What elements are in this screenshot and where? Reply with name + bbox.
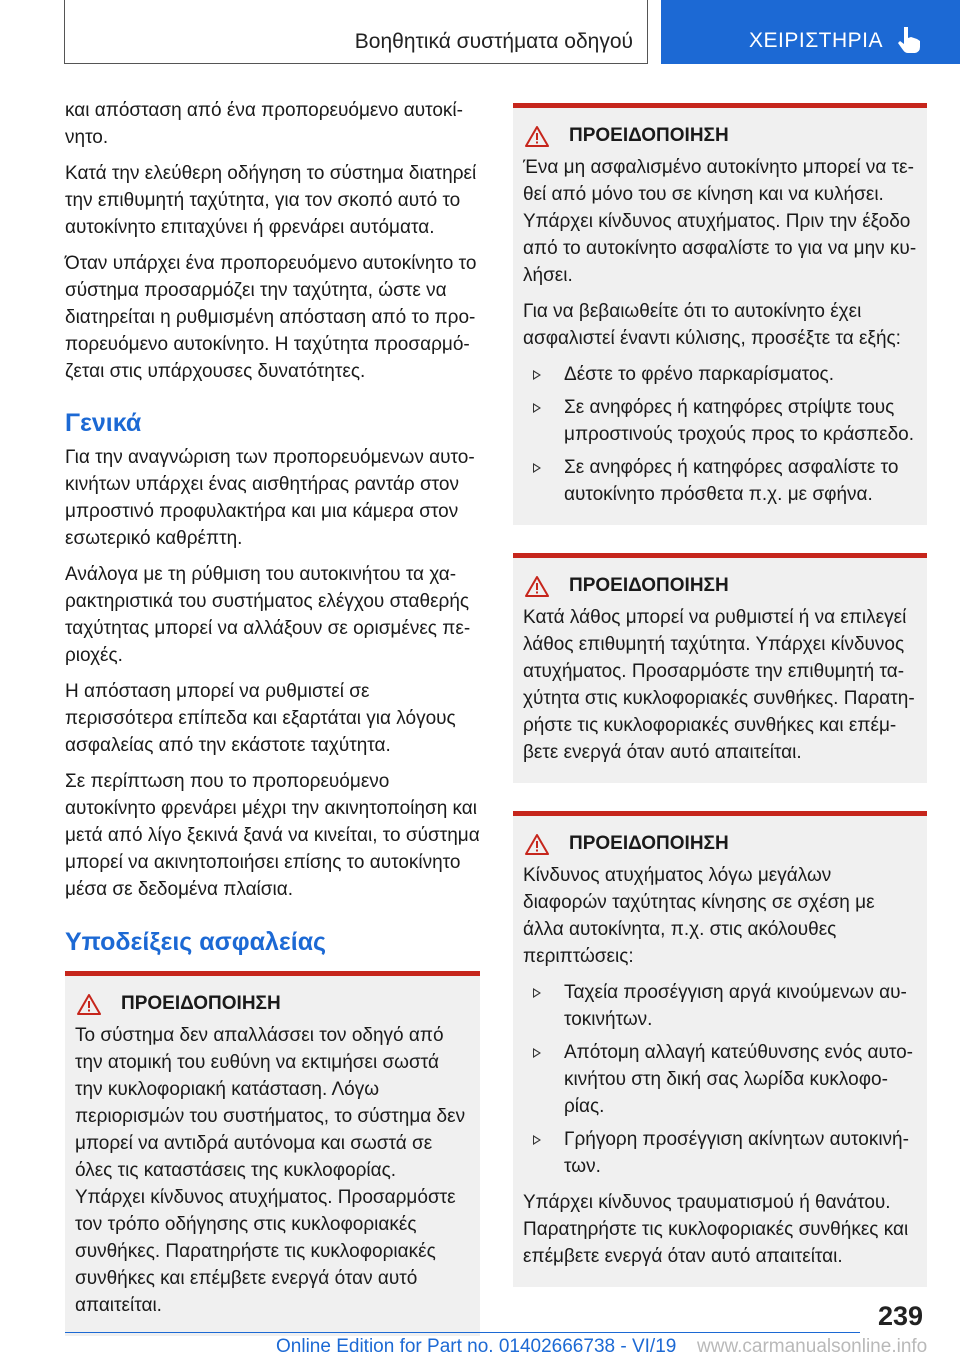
warning-title: ΠΡΟΕΙΔΟΠΟΙΗΣΗ [569, 125, 729, 146]
triangle-bullet-icon [533, 1135, 541, 1145]
warning-box [513, 103, 927, 525]
list-item-text: Σε ανηφόρες ή κατηφόρες στρίψτε τους μπροστινούς τροχούς προς το κράσπεδο. [564, 397, 915, 445]
warning-text: Για να βεβαιωθείτε ότι το αυτοκίνητο έχει ασφαλιστεί έναντι κύλισης, προσέξτε τα εξής: [523, 301, 901, 349]
list-item [523, 394, 917, 448]
footer-divider [65, 1332, 860, 1333]
right-column [513, 103, 927, 1287]
triangle-bullet-icon [533, 403, 541, 413]
warning-triangle-icon [525, 833, 549, 855]
edition-footer: Online Edition for Part no. 01402666738 - VI/19 [276, 1336, 677, 1357]
warning-triangle-icon [77, 993, 101, 1015]
bullet-list [523, 979, 917, 1180]
heading-general: Γενικά [65, 409, 142, 437]
warning-text: Κατά λάθος μπορεί να ρυθμιστεί ή να επιλεγεί λάθος επιθυμητή ταχύτητα. Υπάρχει κίνδυνος ατυχήματος. Προσαρμόστε την επιθυμητή ταχύτητα στις κυκλοφοριακές συνθήκες. Παρατηρήστε τις κυκλοφοριακές συνθήκες και επέμβετε ενεργά όταν αυτό απαιτείται. [523, 607, 915, 763]
warning-box [513, 553, 927, 783]
paragraph: Ανάλογα με τη ρύθμιση του αυτοκινήτου τα χαρακτηριστικά του συστήματος ελέγχου σταθερής ταχύτητας μπορεί να αλλάξουν σε ορισμένες περιοχές. [65, 564, 471, 666]
paragraph: Κατά την ελεύθερη οδήγηση το σύστημα διατηρεί την επιθυμητή ταχύτητα, για τον σκοπό αυτό το αυτοκίνητο επιταχύνει ή φρενάρει αυτόματα. [65, 163, 477, 238]
warning-text: Κίνδυνος ατυχήματος λόγω μεγάλων διαφορών ταχύτητας κίνησης σε σχέση με άλλα αυτοκίνητα, π.χ. στις ακόλουθες περιπτώσεις: [523, 865, 875, 967]
warning-box [65, 971, 480, 1336]
paragraph: Η απόσταση μπορεί να ρυθμιστεί σε περισσότερα επίπεδα και εξαρτάται για λόγους ασφαλείας από την εκάστοτε ταχύτητα. [65, 681, 456, 756]
list-item-text: Γρήγορη προσέγγιση ακίνητων αυτοκινήτων. [564, 1129, 909, 1177]
triangle-bullet-icon [533, 463, 541, 473]
warning-text: Το σύστημα δεν απαλλάσσει τον οδηγό από την ατομική του ευθύνη να εκτιμήσει σωστά την κυκλοφοριακή κατάσταση. Λόγω περιορισμών του συστήματος, το σύστημα δεν μπορεί να αντιδρά αυτόνομα και σωστά σε όλες τις καταστάσεις της κυκλοφορίας. Υπάρχει κίνδυνος ατυχήματος. Προσαρμόστε τον τρόπο οδήγησης στις κυκλοφοριακές συνθήκες. Παρατηρήστε τις κυκλοφοριακές συνθήκες και επέμβετε ενεργά όταν αυτό απαιτείται. [75, 1025, 466, 1316]
list-item-text: Δέστε το φρένο παρκαρίσματος. [564, 364, 834, 385]
paragraph: Για την αναγνώριση των προπορευόμενων αυτοκινήτων υπάρχει ένας αισθητήρας ραντάρ στον μπροστινό προφυλακτήρα και μια κάμερα στον εσωτερικό καθρέπτη. [65, 447, 475, 549]
triangle-bullet-icon [533, 1048, 541, 1058]
warning-triangle-icon [525, 125, 549, 147]
warning-triangle-icon [525, 575, 549, 597]
warning-text: Υπάρχει κίνδυνος τραυματισμού ή θανάτου. Παρατηρήστε τις κυκλοφοριακές συνθήκες και επέμβετε ενεργά όταν αυτό απαιτείται. [523, 1192, 909, 1267]
list-item [523, 1126, 917, 1180]
list-item [523, 1039, 917, 1120]
heading-safety: Υποδείξεις ασφαλείας [65, 928, 327, 956]
list-item [523, 454, 917, 508]
watermark: www.carmanualsonline.info [697, 1336, 928, 1357]
warning-text: Ένα μη ασφαλισμένο αυτοκίνητο μπορεί να τεθεί από μόνο του σε κίνηση και να κυλήσει. Υπάρχει κίνδυνος ατυχήματος. Πριν την έξοδο από το αυτοκίνητο ασφαλίστε το για να μην κυλήσει. [523, 157, 917, 286]
warning-header [523, 122, 917, 149]
warning-header [75, 990, 470, 1017]
list-item-text: Ταχεία προσέγγιση αργά κινούμενων αυτοκινήτων. [564, 982, 907, 1030]
list-item [523, 979, 917, 1033]
triangle-bullet-icon [533, 370, 541, 380]
warning-title: ΠΡΟΕΙΔΟΠΟΙΗΣΗ [121, 993, 281, 1014]
section-title: Βοηθητικά συστήματα οδηγού [354, 30, 633, 53]
list-item-text: Σε ανηφόρες ή κατηφόρες ασφαλίστε το αυτοκίνητο πρόσθετα π.χ. με σφήνα. [564, 457, 899, 505]
triangle-bullet-icon [533, 988, 541, 998]
warning-title: ΠΡΟΕΙΔΟΠΟΙΗΣΗ [569, 575, 729, 596]
paragraph: Όταν υπάρχει ένα προπορευόμενο αυτοκίνητο το σύστημα προσαρμόζει την ταχύτητα, ώστε να διατηρείται η ρυθμισμένη απόσταση από το προπορευόμενο αυτοκίνητο. Η ταχύτητα προσαρμόζεται στις υπάρχουσες δυνατότητες. [65, 253, 477, 382]
bullet-list [523, 361, 917, 508]
warning-header [523, 572, 917, 599]
paragraph: και απόσταση από ένα προπορευόμενο αυτοκίνητο. [65, 100, 463, 148]
warning-title: ΠΡΟΕΙΔΟΠΟΙΗΣΗ [569, 833, 729, 854]
left-column [65, 97, 480, 1336]
list-item-text: Απότομη αλλαγή κατεύθυνσης ενός αυτοκινήτου στη δική σας λωρίδα κυκλοφορίας. [564, 1042, 913, 1117]
manual-section-tab[interactable] [661, 0, 960, 64]
warning-header [523, 830, 917, 857]
list-item [523, 361, 917, 388]
warning-box [513, 811, 927, 1287]
manual-section-label: ΧΕΙΡΙΣΤΗΡΙΑ [749, 29, 884, 52]
paragraph: Σε περίπτωση που το προπορευόμενο αυτοκίνητο φρενάρει μέχρι την ακινητοποίηση και μετά από λίγο ξεκινά ξανά να κινείται, το σύστημα μπορεί να ακινητοποιήσει επίσης το αυτοκίνητο μέσα σε δεδομένα πλαίσια. [65, 771, 480, 900]
page-number: 239 [878, 1301, 924, 1331]
header-section-tab [64, 0, 648, 64]
hand-pointer-icon [895, 24, 925, 54]
